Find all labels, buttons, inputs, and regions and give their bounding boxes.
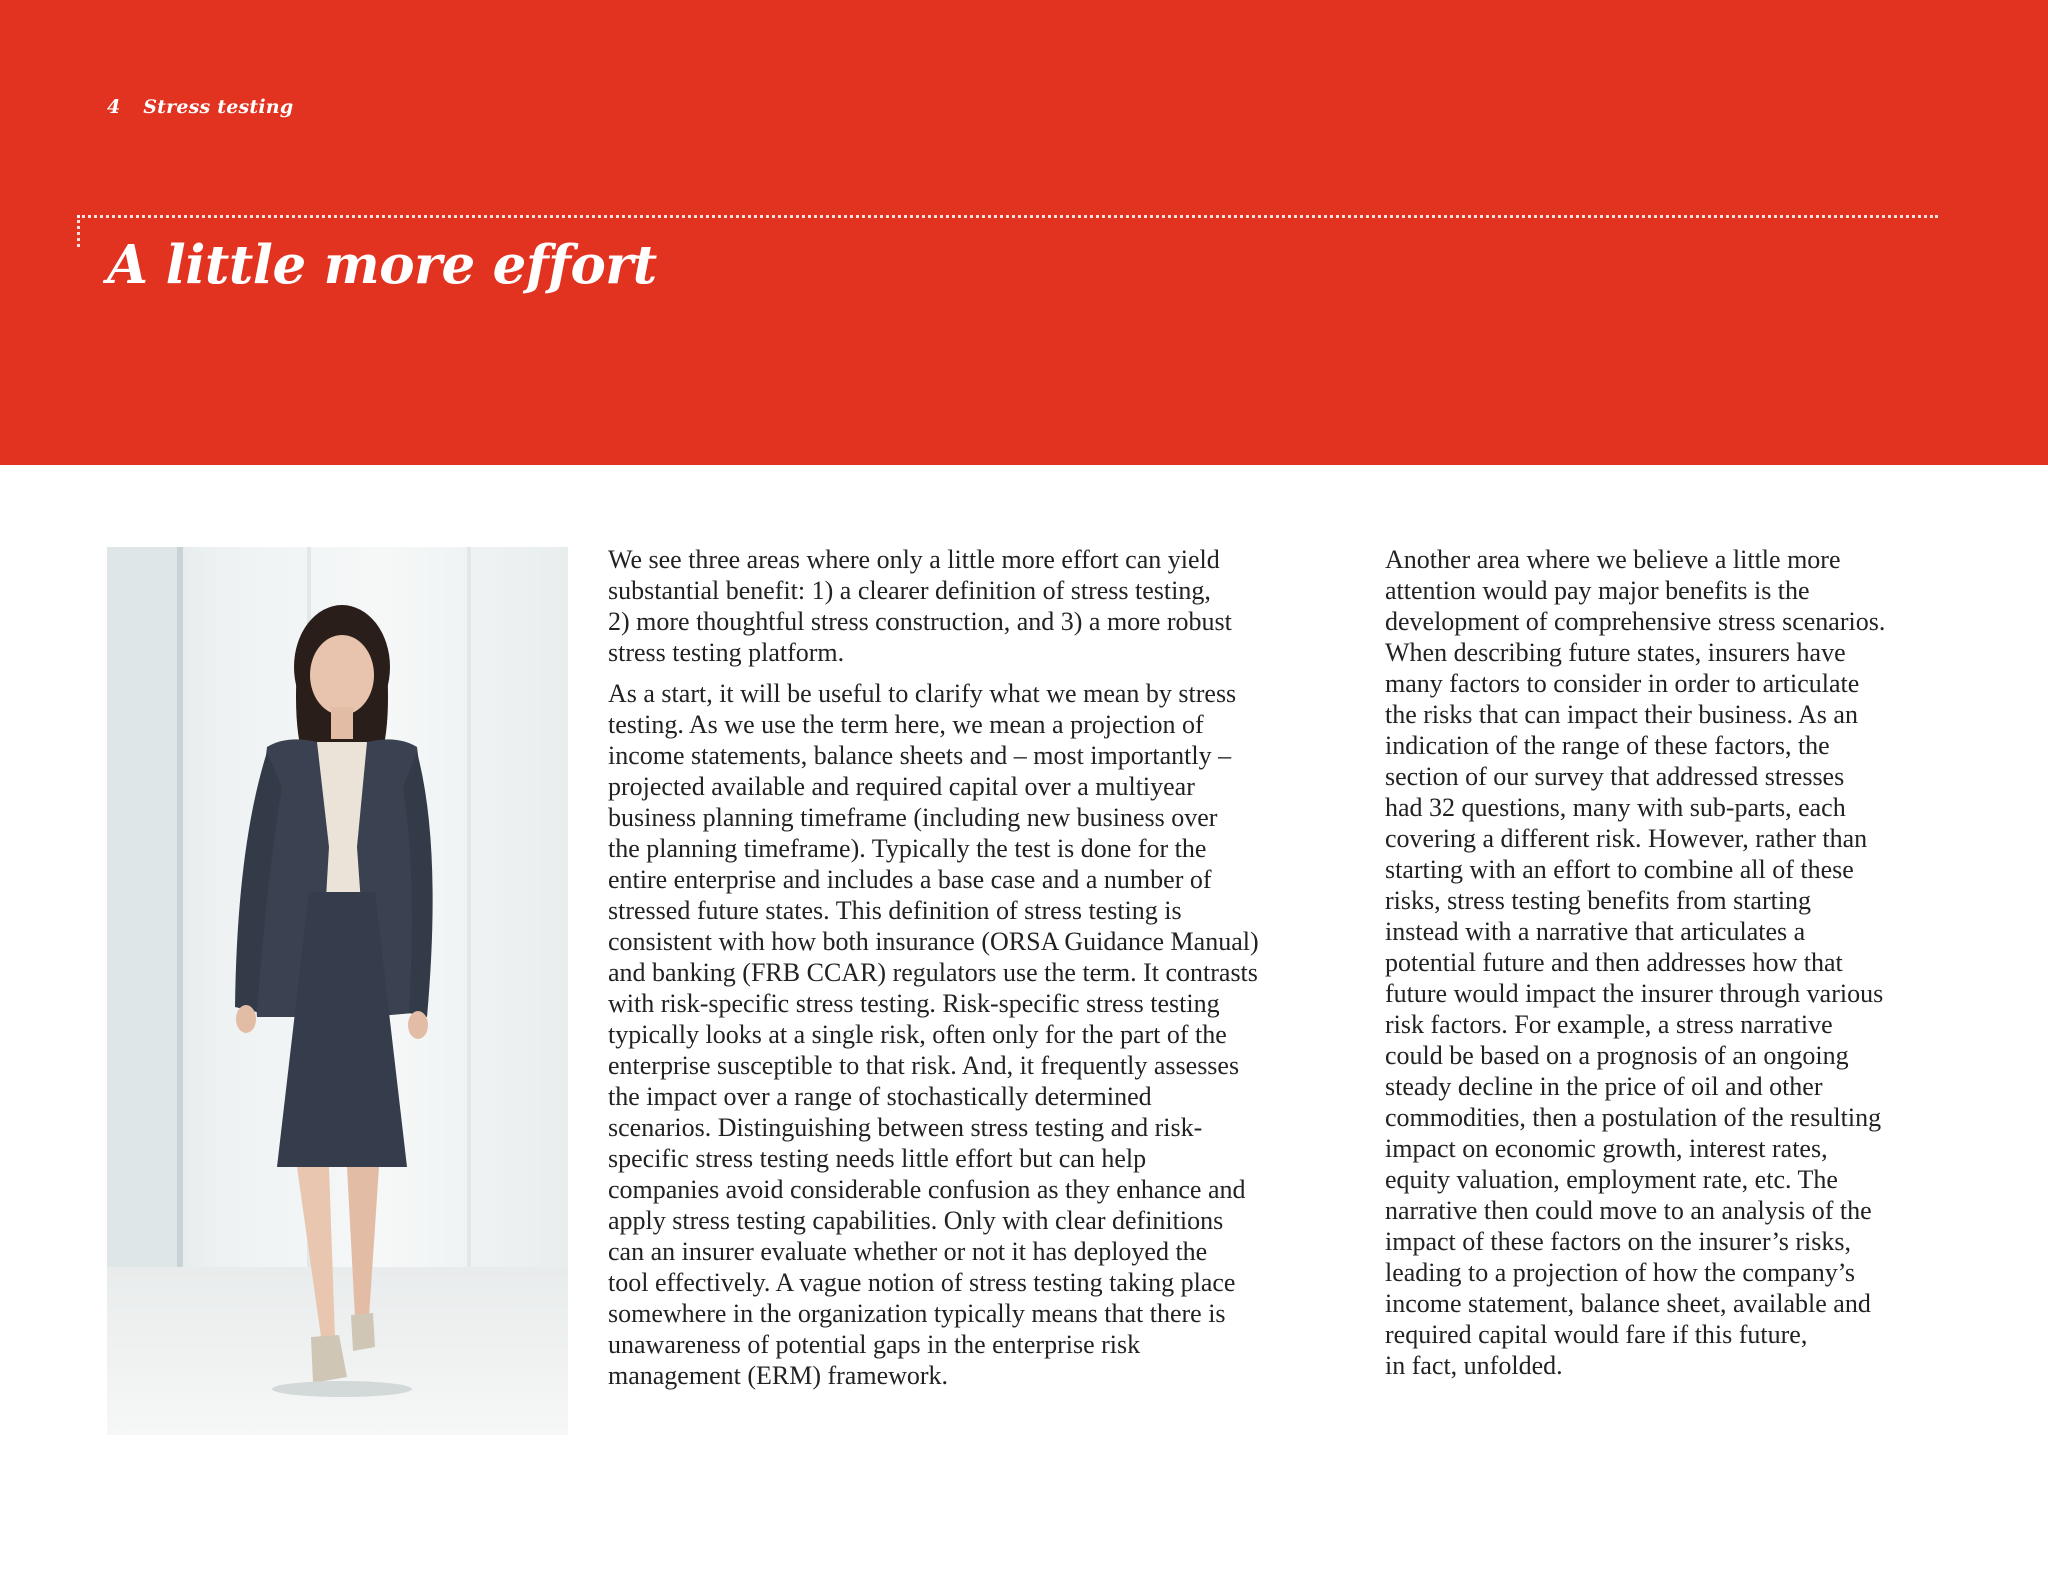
businesswoman-photo [107,547,568,1435]
text-line: Another area where we believe a little more [1385,545,1841,574]
text-line: companies avoid considerable confusion as they enhance and [608,1175,1246,1204]
text-line: When describing future states, insurers have [1385,638,1846,667]
text-column-1 [608,544,1328,1401]
text-line: impact of these factors on the insurer’s risks, [1385,1227,1851,1256]
text-line: substantial benefit: 1) a clearer definition of stress testing, [608,576,1211,605]
paragraph [608,544,1328,668]
text-line: leading to a projection of how the company’s [1385,1258,1856,1287]
text-line: risk factors. For example, a stress narrative [1385,1010,1833,1039]
header-banner [0,0,2048,465]
page-number: 4 [107,96,121,118]
text-line: business planning timeframe (including new business over [608,803,1218,832]
text-line: 2) more thoughtful stress construction, and 3) a more robust [608,607,1232,636]
text-line: income statements, balance sheets and – most importantly – [608,741,1232,770]
text-line: management (ERM) framework. [608,1361,949,1390]
text-line: development of comprehensive stress scenarios. [1385,607,1886,636]
text-line: apply stress testing capabilities. Only with clear definitions [608,1206,1224,1235]
text-line: projected available and required capital over a multiyear [608,772,1195,801]
text-line: had 32 questions, many with sub-parts, each [1385,793,1846,822]
text-line: the planning timeframe). Typically the test is done for the [608,834,1207,863]
text-line: instead with a narrative that articulates a [1385,917,1806,946]
text-line: specific stress testing needs little effort but can help [608,1144,1147,1173]
text-line: the impact over a range of stochastically determined [608,1082,1152,1111]
text-line: steady decline in the price of oil and other [1385,1072,1823,1101]
text-line: As a start, it will be useful to clarify what we mean by stress [608,679,1237,708]
text-line: somewhere in the organization typically means that there is [608,1299,1226,1328]
text-line: covering a different risk. However, rather than [1385,824,1868,853]
text-line: in fact, unfolded. [1385,1351,1563,1380]
paragraph [608,678,1328,1391]
text-line: many factors to consider in order to articulate [1385,669,1860,698]
text-line: stress testing platform. [608,638,845,667]
text-line: unawareness of potential gaps in the enterprise risk [608,1330,1141,1359]
text-line: We see three areas where only a little more effort can yield [608,545,1220,574]
text-line: stressed future states. This definition of stress testing is [608,896,1182,925]
text-line: with risk-specific stress testing. Risk-specific stress testing [608,989,1220,1018]
text-line: required capital would fare if this future, [1385,1320,1808,1349]
text-line: commodities, then a postulation of the resulting [1385,1103,1882,1132]
text-line: potential future and then addresses how that [1385,948,1843,977]
dotted-rule [77,215,1938,218]
text-line: narrative then could move to an analysis of the [1385,1196,1872,1225]
text-line: and banking (FRB CCAR) regulators use the term. It contrasts [608,958,1258,987]
text-line: scenarios. Distinguishing between stress testing and risk- [608,1113,1203,1142]
text-line: future would impact the insurer through various [1385,979,1884,1008]
section-name: Stress testing [143,96,294,118]
paragraph [1385,544,1945,1381]
text-line: impact on economic growth, interest rates, [1385,1134,1828,1163]
text-line: could be based on a prognosis of an ongoing [1385,1041,1849,1070]
page-title: A little more effort [107,234,657,296]
text-line: consistent with how both insurance (ORSA Guidance Manual) [608,927,1259,956]
text-line: risks, stress testing benefits from starting [1385,886,1812,915]
text-line: enterprise susceptible to that risk. And, it frequently assesses [608,1051,1240,1080]
text-line: testing. As we use the term here, we mean a projection of [608,710,1204,739]
text-line: section of our survey that addressed stresses [1385,762,1845,791]
dotted-rule-corner [77,215,80,247]
text-line: typically looks at a single risk, often only for the part of the [608,1020,1227,1049]
text-line: attention would pay major benefits is the [1385,576,1810,605]
text-line: the risks that can impact their business. As an [1385,700,1858,729]
text-line: income statement, balance sheet, available and [1385,1289,1871,1318]
text-column-2 [1385,544,1945,1391]
text-line: starting with an effort to combine all of these [1385,855,1854,884]
text-line: tool effectively. A vague notion of stress testing taking place [608,1268,1236,1297]
text-line: indication of the range of these factors, the [1385,731,1830,760]
text-line: entire enterprise and includes a base case and a number of [608,865,1212,894]
text-line: can an insurer evaluate whether or not it has deployed the [608,1237,1208,1266]
running-head [107,96,293,118]
text-line: equity valuation, employment rate, etc. The [1385,1165,1838,1194]
